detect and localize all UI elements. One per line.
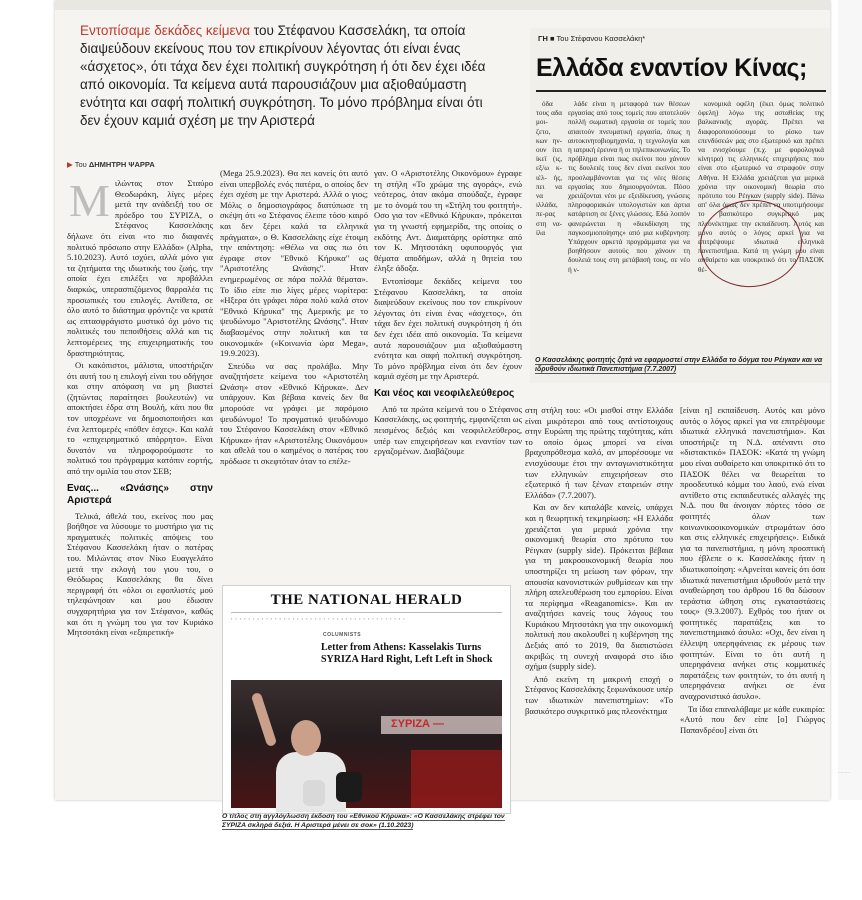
- col1-paragraph-2: Οι κακόπιστοι, μάλιστα, υποστήριζαν ότι αυτή του η επιλογή είναι του οδήγησε και στην απόφαση να μη βιαστεί (ζητώντας παραίτησει βουλευτών) να αποκτήσει έδρα στη Βουλή, κάτι που θα τον υποχρέωνε να δημοσιοποιήσει και ένα λεπτομερές «πόθεν έσχες». Και καλά το «επιχειρηματικό απόρρητο». Είναι δυνατόν να πληροφορούμαστε το πολιτικό του πρόγραμμα κατόπιν εορτής, από την ομιλία του στον ΣΕΒ;: [67, 360, 213, 477]
- col4-paragraph-2: Και αν δεν καταλάβε κανείς, υπάρχει και η θεωρητική τεκμηρίωση: «Η Ελλάδα χρειάζεται για μερικά χρόνια την οικονομική θεωρία στο πρότυπο του Ρέιγκαν (supply side). Πρόκειται βέβαια για τη μακροοικονομική θεωρία που υποστηρίζει τη μείωση των φόρων, την απουσία κανονιστικών ρυθμίσεων και την πλήρη απελευθέρωση του εμπορίου. Είναι τα περίφημα «Reaganomics». Και αν αναζητήσει κανείς τους λόγους του Κυριάκου Μητσοτάκη για την οικονομική πολιτική που ακολουθεί η κυβέρνηση της Δεξιάς από το 2019, θα διαπιστώσει ακριβώς τη συνεχή αναφορά στο ίδιο σχήμα (supply side).: [525, 502, 673, 672]
- subhead-neoliberal: Και νέος και νεοφιλελεύθερος: [374, 387, 515, 399]
- col4-paragraph-3: Από εκείνη τη μακρινή εποχή ο Στέφανος Κασσελάκης ξεφωνάκουσε υπέρ των ιδιωτικών πανεπιστημίων: «Το βασικότερο συγκριτικό μας πλεονέκτημα: [525, 673, 673, 716]
- sidebar-column-2: [568, 100, 690, 370]
- sidebar-column-1: [536, 100, 562, 370]
- sidebar-kicker-prefix: ΓΗ: [538, 34, 548, 43]
- byline-triangle-icon: ▶: [67, 160, 73, 169]
- sidebar-caption-text: Ο Κασσελάκης φοιτητής ζητά να εφαρμοστεί στην Ελλάδα το δόγμα του Ρέιγκαν και να ιδρυθούν ιδιωτικά Πανεπιστήμια (7.7.2007): [535, 357, 823, 373]
- article-lead: [80, 22, 490, 130]
- article-column-5: [680, 405, 825, 795]
- byline-author: ΔΗΜΗΤΡΗ ΨΑΡΡΑ: [88, 160, 155, 169]
- article-column-4: [525, 405, 673, 795]
- drop-cap: Μ: [69, 175, 110, 226]
- masthead-rule: [231, 612, 502, 613]
- article-column-3: [374, 168, 522, 578]
- col2-paragraph-2: Σπεύδω να σας προλάβω. Μην αναζητήσετε κείμενα του «Αριστοτέλη Ωνάση» στον «Εθνικό Κήρυκα». Δεν υπάρχουν. Και βέβαια κανείς δεν θα μπορούσε να γράφει με παρόμοιο ψευδώνυμο! Το πραγματικό ψευδώνυμο του Στέφανου Κασσελάκη στον «Εθνικό Κήρυκα» ήταν «Αριστοτέλης Οικονόμου» και αθελά του ο καημένος ο πατέρας του πρόδωσε τι σκεφτόταν όταν το επέλε-: [220, 360, 368, 467]
- national-herald-clipping: [222, 585, 511, 814]
- col5-paragraph-2: Τα ίδια επαναλάβαμε με κάθε ευκαιρία: «Αυτό που δεν είπε [ο] Γιώργος Παπανδρέου] είναι ότι: [680, 703, 825, 735]
- square-icon: ■: [550, 34, 555, 43]
- page-top-band: [55, 0, 830, 10]
- sidebar-column-2-text: λάδε είναι η μεταφορά των θέσεων εργασίας από τους τομείς που αποτελούν πολλή σωματική εργασία σε τομείς που απαιτούν πνευματική εργασία, όπως η αυτοκινητοβιομηχανία, η τεχνολογία και η ιατρική έρευνα ή οι τηλεπικοινωνίες. Το πρόβλημα είναι πως εκείνοι που χάνουν τις δουλειές τους δεν είναι εκείνοι που προσλαμβάνονται για τις νέες θέσεις εργασίας που δημιουργούνται. Πόσο χρειάζονται νέοι με εξειδίκευση, γνώσεις πληροφοριακών υπολογιστών και άρτια κατάρτιση σε ξένες γλώσσες. Εδώ λοιπόν φανερώνεται η «διεκδίκηση της παγκοσμιοποίησης» από μια κυβέρνηση: Υπάρχουν αρκετά προγράμματα για να βοηθήσουν αυτούς που χάνουν τη δουλειά τους στη μετάβασή τους, σε νέο ή ν-: [568, 100, 690, 274]
- raised-arm: [251, 692, 278, 747]
- microphone-icon: [303, 780, 325, 806]
- sidebar-title: Ελλάδα εναντίον Κίνας;: [536, 54, 807, 82]
- clipping-caption: [222, 812, 512, 830]
- sidebar-column-1-text: όδα τους αδα μοι-ζετο, κων ην-ουν ίτει ίκεϊ (ις, εξ/ω κ- ιέλ- ής, πει να να ιλλάδα, πε-ρας στη να- ίλα: [536, 100, 562, 237]
- byline-prefix: Του: [74, 160, 87, 169]
- sidebar-column-3-text: κονομικά οφέλη (έκει όμως πολιτικό όφελη) λόγω της ασταθείας της βαλκανικής αγοράς. Πρέπει να διαφοροποιούσουμε το ρίσκο των επενδύσεών μας στο εξωτερικό και πρέπει να ενισχύουμε (π.χ. με φορολογικά κίνητρα) τις ελληνικές επιχειρήσεις που είναι στο εξωτερικό να στραφούν στην Αθήνα. Η Ελλάδα χρειάζεται για μερικά χρόνια την οικονομική θεωρία στο πρότυπο του Ρέιγκαν (supply side). Πάνω απ' όλα όμως δεν πρέπει να υποτιμήσουμε το βασικότερο συγκριτικό μας πλεονέκτημα: την εκπαίδευση. Αυτός και μόνο αυτός ο λόγος αρκεί για να επιτρέψουμε ιδιωτικά ελληνικά πανεπιστήμια. Κατά τη γνώμη μου είναι αυθαίρετο και υποκριτικό ότι το ΠΑΣΟΚ θέ-: [698, 100, 824, 274]
- photo-banner-text: ΣΥΡΙΖΑ —: [391, 718, 445, 730]
- microphone-icon: [336, 772, 362, 802]
- article-column-1: [67, 175, 213, 793]
- col2-paragraph-1: (Mega 25.9.2023). Θα πει κανείς ότι αυτό είναι υπερβολές ενός πατέρα, ο οποίος δεν έχει σχέση με την Αριστερά. Αλλά ο γιος; Μόλις ο δημοσιογράφος διατύπωσε τη σκέψη ότι «ο Στέφανος έλειπε τόσο καιρό και δεν ξέρει καλά τα ελληνικά πράγματα», ο Θ. Κασσελάκης είχε έτοιμη την απάντηση: «Θέλω να σας πω ότι έγραφε στον "Εθνικό Κήρυκα" ως "Αριστοτέλης Ωνάσης". Ηταν ενημερωμένος σε πάρα πολλά θέματα». Το ίδιο είπε πιο λίγες μέρες νωρίτερα: «Ηξερα ότι γράφει πάρα πολύ καλά στον "Εθνικό Κήρυκα" της Αμερικής με το ψευδώνυμο "Αριστοτέλης Ωνάσης". Ηταν διαβασμένος στην πολιτική και τα οικονομικά» («Κοινωνία ώρα Mega», 19.9.2023).: [220, 168, 368, 359]
- masthead-nav-strip: ▪▪▪▪▪▪▪▪▪▪▪▪▪▪▪▪▪▪▪▪▪▪▪▪▪▪▪▪▪▪▪▪▪▪▪▪▪▪▪▪: [231, 616, 408, 621]
- sidebar-caption: [535, 356, 827, 374]
- sidebar-kicker-text: Του Στέφανου Κασσελάκη*: [556, 34, 646, 43]
- col3-paragraph-2: Εντοπίσαμε δεκάδες κείμενα του Στέφανου Κασσελάκη, τα οποία διαψεύδουν εκείνους που τον επικρίνουν λέγοντας ότι είναι ένας «άσχετος», ότι τάχα δεν έχει πολιτική συγκρότηση ή ότι δεν έχει ιδέα από οικονομία. Τα κείμενα αυτά παρουσιάζουν μια αξιοθαύμαστη ενότητα και σαφή πολιτική συγκρότηση. Το μόνο πρόβλημα είναι ότι δεν έχουν καμιά σχέση με την Αριστερά.: [374, 275, 522, 382]
- article-column-2: [220, 168, 368, 578]
- col1-paragraph-3: Τελικά, άθελά του, εκείνος που μας βοήθησε να λύσουμε το μυστήριο για τις πραγματικές πολιτικές απόψεις του Στέφανου Κασσελάκη ήταν ο πατέρας του. Μιλώντας στον Νίκο Ευαγγελάτο μετά την εκλογή του γιου του, ο Θεόδωρος Κασσελάκης θα δίνει περιγραφή ότι «όλοι οι εφοπλιστές μού τηλεφώνησαν και μου έδωσαν συγχαρητήρια για τον Στέφανο», καθώς και ότι η γνώμη του για τον Κυριάκο Μητσοτάκη είναι «εξαιρετική»: [67, 510, 213, 638]
- sidebar-clipping: [530, 28, 830, 383]
- col3-paragraph-1: γαν. Ο «Αριστοτέλης Οικονόμου» έγραφε τη στήλη «Το χρώμα της αγοράς», ενώ νεότερος, όταν ακόμα σπούδαζε, έγραφε με το όνομά του τη «Στήλη του φοιτητή». Οσο για τον «Εθνικό Κήρυκα», πρόκειται για τη γνωστή εφημερίδα, της οποίας ο εκδότης Αντ. Διαματάρης ορίστηκε από τον Κ. Μητσοτάκη υφυπουργός για θέματα αποδήμων, αλλά η θητεία του έληξε άδοξα.: [374, 168, 522, 274]
- lead-highlight: Εντοπίσαμε δεκάδες κείμενα: [80, 23, 251, 38]
- clipping-caption-text: Ο τίτλος στη αγγλόγλωσση έκδοση του «Εθνικού Κήρυκα»: «Ο Κασσελάκης στρέφει τον ΣΥΡΙΖΑ σκληρά δεξιά. Η Αριστερά μένει σε σοκ» (1.10.2023): [222, 813, 505, 829]
- press-photo: [231, 680, 502, 808]
- sidebar-rule: [536, 90, 826, 92]
- lead-text: του Στέφανου Κασσελάκη, τα οποία διαψεύδουν εκείνους που τον επικρίνουν λέγοντας ότι είναι ένας «άσχετος», ότι τάχα δεν έχει πολιτική συγκρότηση ή ότι δεν έχει ιδέα από οικονομία. Τα κείμενα αυτά παρουσιάζουν μια αξιοθαύμαστη ενότητα και σαφή πολιτική συγκρότηση. Το μόνο πρόβλημα είναι ότι δεν έχουν καμιά σχέση με την Αριστερά: [80, 23, 486, 128]
- col5-paragraph-1: [είναι η] εκπαίδευση. Αυτός και μόνο αυτός ο λόγος αρκεί για να επιτρέψουμε ιδιωτικά ελληνικά πανεπιστήμια». Και υποστήριζε τη Ν.Δ. απέναντι στο «διστακτικό» ΠΑΣΟΚ: «Κατά τη γνώμη μου είναι αυθαίρετο και υποκριτικό ότι το ΠΑΣΟΚ θέλει να θεωρείται το προοδευτικό κόμμα του λαού, ενώ είναι αντίθετο στις εκπαιδευτικές αλλαγές της Ν.Δ. που θα άνοιγαν πόρτες τόσο σε φοιτητές όλων των κοινωνικοοικονομικών στρωμάτων όσο και στις ελληνικές επιχειρήσεις». Ειδικά για τα πανεπιστήμια, η μόνη προοπτική που έβλεπε ο κ. Κασσελάκης ήταν η ιδιωτικοποίηση: «Αρνείται κανείς ότι όσα ιδιωτικά πανεπιστήμια ιδρυθούν μετά την αναθεώρηση του άρθρου 16 θα δώσουν τεράστια ώθηση στις εγκαταστάσεις τους» (9.3.2007). Εχθρός του ήταν οι φοιτητικές παρατάξεις και το πανεπιστημιακό άσυλο: «Οχι, δεν είναι η έλλειψη υπερηφάνειας εκ μέρους των φοιτητών. Είναι το ότι αυτή η υπερηφάνεια ανήκει στις κομματικές παρατάξεις των φοιτητών, το ότι αυτή η υπερηφάνεια ανήκει σε ένα αναχρονιστικό άσυλο».: [680, 405, 825, 702]
- person-head: [291, 720, 321, 756]
- national-herald-masthead: THE NATIONAL HERALD: [270, 592, 463, 608]
- byline: [67, 160, 155, 169]
- clipping-headline: Letter from Athens: Kasselakis Turns SYRIZA Hard Right, Left Left in Shock: [321, 642, 493, 665]
- edge-text: ·········: [838, 770, 850, 775]
- col4-paragraph-1: στη στήλη του: «Οι μισθοί στην Ελλάδα είναι μικρότεροι από τους αντίστοιχους στην Ευρώπη της πρώτης ταχύτητας, κάτι το οποίο όμως μπορεί να είναι βραχυπρόθεσμα καλό, αν μπορέσουμε να ενισχύσουμε έτσι την ανταγωνιστικότητα των ελληνικών επιχειρήσεων στο εξωτερικό ή των ξένων εταιρειών στην Ελλάδα» (7.7.2007).: [525, 405, 673, 500]
- col3-paragraph-3: Από τα πρώτα κείμενά του ο Στέφανος Κασσελάκης, ως φοιτητής, εμφανίζεται ως πεισμένος δεξιός και νεοφιλελεύθερος, υπέρ των επιχειρήσεων και εναντίον των εργαζομένων. Διαβάζουμε: [374, 403, 522, 457]
- adjacent-page-edge: [838, 0, 862, 800]
- col1-paragraph-1: ιλώντας στον Σταύρο Θεοδωράκη, λίγες μέρες μετά την ανάδειξή του σε πρόεδρο του ΣΥΡΙΖΑ, ο Στέφανος Κασσελάκης δήλωνε ότι είναι «το πιο διαφανές πολιτικό πρόσωπο στην Ελλάδα» (Alpha, 5.10.2023). Αυτό ισχύει, αλλά μόνο για τα ζητήματα της ιδιωτικής του ζωής, την οποία έχει επιλέξει να προβάλλει διαρκώς, υπερασπιζόμενος θαρραλέα τις προσωπικές του επιλογές. Αντίθετα, σε όλο αυτό το διάστημα φρόντιζε να κρατά ως επτασφράγιστο μυστικό όχι μόνο τις πολιτικές του πεποιθήσεις αλλά και τις λεπτομέρειες της επιχειρηματικής του δραστηριότητας.: [67, 178, 213, 358]
- photo-red-backdrop: [411, 750, 502, 808]
- section-label: COLUMNISTS: [323, 632, 362, 638]
- subhead-onasis: Ενας... «Ωνάσης» στην Αριστερά: [67, 482, 213, 506]
- newspaper-page: [55, 0, 830, 829]
- sidebar-kicker: [538, 34, 645, 43]
